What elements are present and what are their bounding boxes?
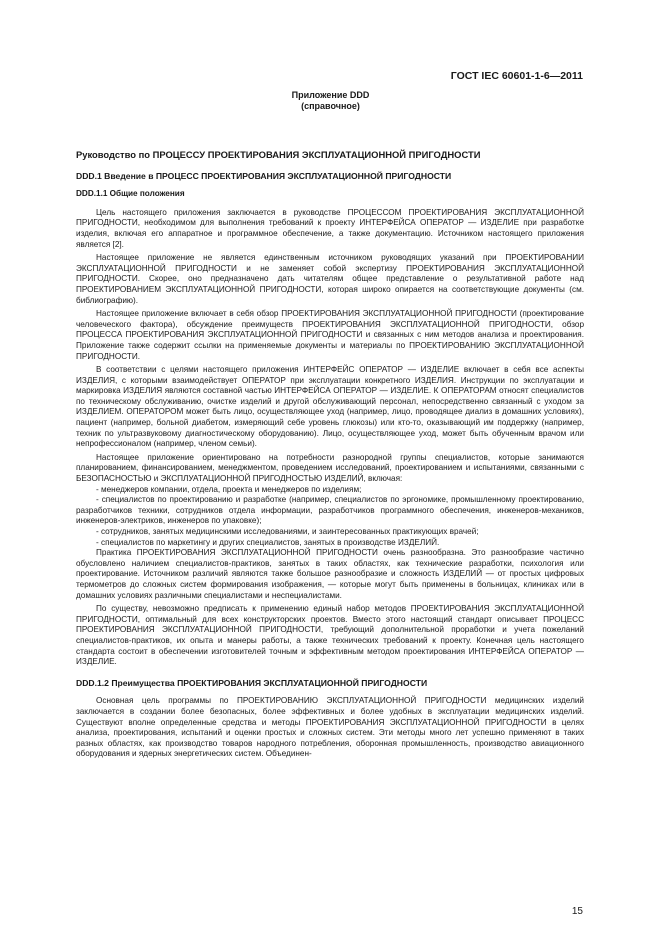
appendix-heading (0, 90, 661, 112)
list-item: - специалистов по проектированию и разработке (например, специалистов по эргономике, промышленному проектированию, разработчиков техники, сотрудников отдела информации, разработчиков программного обеспечения, инженеров-механиков, инженеров-электриков, инженеров по упаковке); (76, 495, 584, 526)
document-body (76, 150, 584, 760)
paragraph: Цель настоящего приложения заключается в руководстве ПРОЦЕССОМ ПРОЕКТИРОВАНИЯ ЭКСПЛУАТАЦИОННОЙ ПРИГОДНОСТИ, необходимом для выполнения требований к проекту ИНТЕРФЕЙСА ОПЕРАТОР — ИЗДЕЛИЕ при разработке изделия, включая его аппаратное и программное обеспечение, а также документацию. Источником настоящего приложения является [2]. (76, 207, 584, 249)
clause-title-benefits: DDD.1.2 Преимущества ПРОЕКТИРОВАНИЯ ЭКСПЛУАТАЦИОННОЙ ПРИГОДНОСТИ (76, 677, 428, 688)
paragraph: Настоящее приложение не является единственным источником руководящих указаний при ПРОЕКТИРОВАНИИ ЭКСПЛУАТАЦИОННОЙ ПРИГОДНОСТИ и не заменяет собой экспертизу ПРОЕКТИРОВАНИЯ ЭКСПЛУАТАЦИОННОЙ ПРИГОДНОСТИ. Скорее, оно предназначено дать читателям общее представление о результативной работе над ПРОЕКТИРОВАНИЕМ ЭКСПЛУАТАЦИОННОЙ ПРИГОДНОСТИ, которая широко опирается на соответствующие документы (см. библиографию). (76, 253, 584, 305)
section-title: Руководство по ПРОЦЕССУ ПРОЕКТИРОВАНИЯ ЭКСПЛУАТАЦИОННОЙ ПРИГОДНОСТИ (76, 149, 481, 160)
paragraph: В соответствии с целями настоящего приложения ИНТЕРФЕЙС ОПЕРАТОР — ИЗДЕЛИЕ включает в себя все аспекты ИЗДЕЛИЯ, с которыми взаимодействует ОПЕРАТОР при эксплуатации конкретного ИЗДЕЛИЯ. Инструкции по эксплуатации и маркировка ИЗДЕЛИЯ являются составной частью ИНТЕРФЕЙСА ОПЕРАТОР — ИЗДЕЛИЕ. К ОПЕРАТОРАМ относят специалистов по техническому обслуживанию, очистке изделий и другой обслуживающий персонал, непосредственно связанный с уходом за ИЗДЕЛИЕМ. ОПЕРАТОРОМ может быть лицо, осуществляющее уход (например, лицо, проводящее диализ в домашних условиях), пациент (например, больной диабетом, измеряющий себе уровень глюкозы) или кто-то, оказывающий им поддержку (например, техник по ультразвуковому диагностическому оборудованию). Лицо, осуществляющее уход, может быть обученным врачом или непрофессионалом (например, членом семьи). (76, 365, 584, 449)
appendix-status: (справочное) (301, 101, 360, 111)
paragraph: По существу, невозможно предписать к применению единый набор методов ПРОЕКТИРОВАНИЯ ЭКСПЛУАТАЦИОННОЙ ПРИГОДНОСТИ, оптимальный для всех конструкторских проектов. Вместо этого настоящий стандарт описывает ПРОЦЕСС ПРОЕКТИРОВАНИЯ ЭКСПЛУАТАЦИОННОЙ ПРИГОДНОСТИ, требующий дополнительной проработки и учета пожеланий специалистов-практиков, их опыта и манеры работы, а также технических требований к проекту. Конечная цель настоящего стандарта состоит в обеспечении изготовителей точным и эффективным методом проектирования ИНТЕРФЕЙСА ОПЕРАТОР — ИЗДЕЛИЕ. (76, 604, 584, 667)
clause-title-general: DDD.1.1 Общие положения (76, 189, 185, 199)
list-item: - специалистов по маркетингу и других специалистов, занятых в производстве ИЗДЕЛИЙ. (96, 537, 440, 547)
paragraph: Практика ПРОЕКТИРОВАНИЯ ЭКСПЛУАТАЦИОННОЙ ПРИГОДНОСТИ очень разнообразна. Это разнообразие частично обусловлено наличием специалистов-практиков, занятых в таких областях, как технические разработки, психология или проектирование. Источником различий являются также большое разнообразие и сложность ИЗДЕЛИЙ — от простых цифровых термометров до сложных систем формирования изображения, — которые могут быть применены в больницах, клиниках или в домашних условиях различными специалистами и неспециалистами. (76, 548, 584, 600)
list-item: - сотрудников, занятых медицинскими исследованиями, и заинтересованных практикующих врачей; (96, 527, 479, 536)
paragraph: Настоящее приложение ориентировано на потребности разнородной группы специалистов, которые занимаются планированием, финансированием, менеджментом, проведением исследований, проектированием и испытаниями, связанными с БЕЗОПАСНОСТЬЮ и ЭКСПЛУАТАЦИОННОЙ ПРИГОДНОСТЬЮ ИЗДЕЛИЙ, включая: (76, 452, 584, 484)
standard-number: ГОСТ IEC 60601-1-6—2011 (450, 70, 583, 82)
paragraph: Настоящее приложение включает в себя обзор ПРОЕКТИРОВАНИЯ ЭКСПЛУАТАЦИОННОЙ ПРИГОДНОСТИ (проектирование человеческого фактора), обсуждение преимуществ ПРОЕКТИРОВАНИЯ ЭКСПЛУАТАЦИОННОЙ ПРИГОДНОСТИ, обзор ПРОЦЕССА ПРОЕКТИРОВАНИЯ ЭКСПЛУАТАЦИОННОЙ ПРИГОДНОСТИ и связанных с ним методов анализа и проектирования. Приложение также содержит ссылки на применяемые документы и материалы по ПРОЕКТИРОВАНИЮ ЭКСПЛУАТАЦИОННОЙ ПРИГОДНОСТИ. (76, 309, 584, 361)
subsection-title: DDD.1 Введение в ПРОЦЕСС ПРОЕКТИРОВАНИЯ ЭКСПЛУАТАЦИОННОЙ ПРИГОДНОСТИ (76, 170, 452, 181)
list-item: - менеджеров компании, отдела, проекта и менеджеров по изделиям; (96, 484, 362, 494)
page-number: 15 (571, 906, 583, 917)
appendix-title: Приложение DDD (291, 90, 370, 100)
paragraph: Основная цель программы по ПРОЕКТИРОВАНИЮ ЭКСПЛУАТАЦИОННОЙ ПРИГОДНОСТИ медицинских изделий заключается в создании более безопасных, более эффективных и более удобных в эксплуатации медицинских изделий. Существуют вполне определенные средства и методы ПРОЕКТИРОВАНИЯ ЭКСПЛУАТАЦИОННОЙ ПРИГОДНОСТИ в целях анализа, проектирования, испытаний и оценки простых и сложных систем. Эти методы много лет успешно применяют в таких разных областях, как производство товаров народного потребления, оборонная промышленность, производство авиационного оборудования и ядерных энергетических систем. Объединен- (76, 696, 584, 759)
